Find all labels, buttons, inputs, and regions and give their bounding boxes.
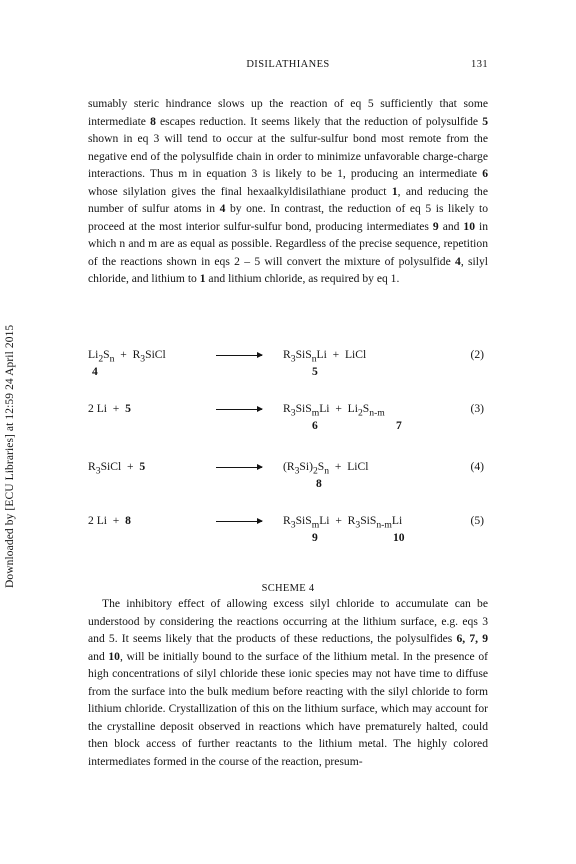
paragraph-2: The inhibitory effect of allowing excess silyl chloride to accumulate can be understood by considering the reactions occurring at the lithium surface, e.g. eqs 3 and 5. It seems likely that the products of these reductions, the polysulfides 6, 7, 9 and 10, will be initially bound to the surface of the lithium metal. In the presence of high concentrations of silyl chloride these ionic species may not have time to diffuse from the surface into the bulk medium before reacting with the silyl chloride to form lithium chloride. Crystallization of this on the lithium surface, which may account for the crystalline deposit observed in reactions which have prematurely halted, could then block access of further reactants to the lithium metal. The highly colored intermediates formed in the course of the reaction, presum-: [88, 597, 488, 768]
products: $(R_3Si)_2S_n$ + LiCl: [283, 460, 369, 477]
reaction-eq-5: [88, 514, 488, 548]
reaction-eq-4: [88, 460, 488, 494]
compound-label: 6: [312, 419, 318, 432]
compound-label: 8: [316, 477, 322, 490]
scheme-caption: SCHEME 4: [261, 583, 315, 594]
reaction-arrow: [216, 355, 262, 356]
products: $R_3SiS_nLi$ + LiCl: [283, 348, 367, 365]
compound-label: 10: [393, 531, 405, 544]
reaction-eq-3: [88, 402, 488, 436]
reactants: 2 Li + 8: [88, 514, 131, 527]
compound-label: 4: [92, 365, 98, 378]
products: $R_3SiS_mLi + R_3SiS_{n-m}Li$: [283, 514, 403, 531]
reaction-arrow: [216, 467, 262, 468]
reactants: $R_3SiCl + 5$: [88, 460, 146, 477]
reaction-eq-2: [88, 348, 488, 382]
compound-label: 9: [312, 531, 318, 544]
reaction-arrow: [216, 521, 262, 522]
compound-label: 5: [312, 365, 318, 378]
running-title: DISILATHIANES: [246, 59, 330, 70]
reaction-arrow: [216, 409, 262, 410]
paragraph-1: sumably steric hindrance slows up the reaction of eq 5 sufficiently that some intermediate 8 escapes reduction. It seems likely that the reduction of polysulfide 5 shown in eq 3 will tend to occur at the sulfur-sulfur bond most remote from the negative end of the polysulfide chain in order to minimize unfavorable charge-charge interactions. Thus m in equation 3 is likely to be 1, producing an intermediate 6 whose silylation gives the final hexaalkyldisilathiane product 1, and reducing the number of sulfur atoms in 4 by one. In contrast, the reduction of eq 5 is likely to proceed at the most interior sulfur-sulfur bond, producing intermediates 9 and 10 in which n and m are as equal as possible. Regardless of the precise sequence, repetition of the reactions shown in eqs 2 – 5 will convert the mixture of polysulfide 4, silyl chloride, and lithium to 1 and lithium chloride, as required by eq 1.: [88, 97, 488, 285]
reactants: 2 Li + 5: [88, 402, 131, 415]
download-note: Downloaded by [ECU Libraries] at 12:59 24 April 2015: [4, 324, 16, 588]
equation-number: (2): [470, 348, 484, 361]
products: $R_3SiS_mLi + Li_2S_{n-m}$: [283, 402, 385, 419]
equation-number: (4): [470, 460, 484, 473]
equation-number: (3): [470, 402, 484, 415]
page-number: 131: [471, 59, 488, 70]
compound-label: 7: [396, 419, 402, 432]
reactants: $Li_2S_n$ + $R_3SiCl$: [88, 348, 166, 365]
equation-number: (5): [470, 514, 484, 527]
